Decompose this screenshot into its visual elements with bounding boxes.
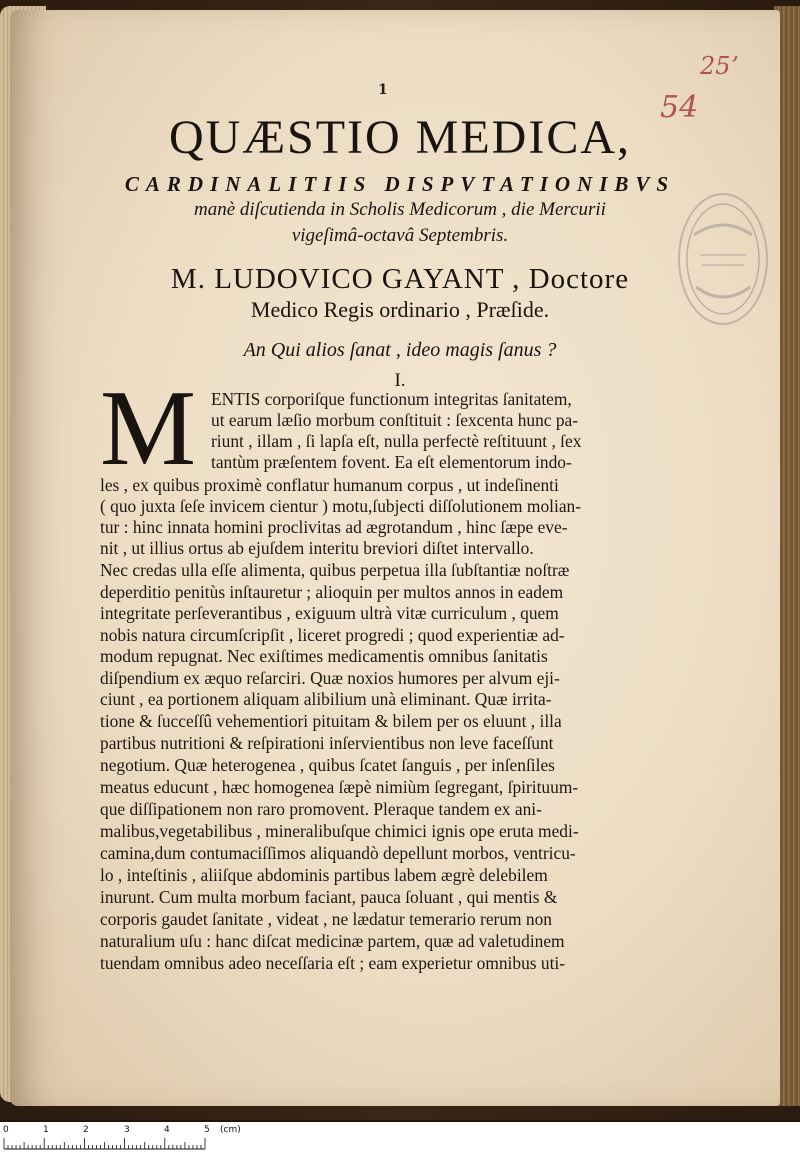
body-text-line: malibus,vegetabilibus , mineralibuſque chimici ignis ope eruta medi- bbox=[100, 821, 579, 841]
body-text-line: meatus educunt , hæc homogenea ſæpè nimiùm ſegregant, ſpirituum- bbox=[100, 777, 579, 797]
body-text-line: ( quo juxta ſeſe invicem cientur ) motu,ſubjecti diſſolutionem molian- bbox=[100, 496, 582, 516]
ruler-label: 1 bbox=[43, 1125, 49, 1135]
document-title: QUÆSTIO MEDICA, bbox=[169, 111, 631, 164]
body-text-line: nobis natura circumſcripſit , liceret progredi ; quod experientiæ ad- bbox=[100, 625, 565, 645]
body-text-line: camina,dum contumaciſſimos aliquandò depellunt morbos, ventricu- bbox=[100, 843, 576, 863]
body-text-line: ENTIS corporiſque functionum integritas ſanitatem, bbox=[211, 389, 572, 409]
ruler-label: 2 bbox=[83, 1125, 89, 1135]
subtitle-line: manè diſcutienda in Scholis Medicorum , die Mercurii bbox=[194, 199, 606, 220]
body-text-line: tur : hinc innata homini proclivitas ad ægrotandum , hinc ſæpe eve- bbox=[100, 517, 568, 537]
handwritten-note: 54 bbox=[660, 90, 699, 125]
body-text-line: tantùm præſentem fovent. Ea eſt elementorum indo- bbox=[211, 452, 572, 472]
handwritten-note: 25ʼ bbox=[700, 52, 739, 80]
ruler-unit: (cm) bbox=[220, 1125, 241, 1135]
body-text-line: ut earum læſio morbum conſtituit : ſexcenta hunc pa- bbox=[211, 410, 579, 430]
ruler-label: 3 bbox=[124, 1125, 130, 1135]
body-text-line: modum repugnat. Nec exiſtimes medicamentis omnibus ſanitatis bbox=[100, 646, 548, 666]
subtitle-line: CARDINALITIIS DISPVTATIONIBVS bbox=[124, 172, 676, 196]
body-text-line: inurunt. Cum multa morbum faciant, pauca ſoluant , qui mentis & bbox=[100, 887, 558, 907]
presider-title: Medico Regis ordinario , Præſide. bbox=[250, 297, 550, 322]
body-text-line: deperditio penitùs inſtauretur ; alioquin per multos annos in eadem bbox=[100, 582, 564, 602]
body-text-line: tione & ſucceſſû vehementiori pituitam & bilem per os eluunt , illa bbox=[100, 711, 562, 731]
body-text-line: les , ex quibus proximè conflatur humanum corpus , ut indeſinenti bbox=[100, 475, 559, 495]
body-text-line: nit , ut illius ortus ab ejuſdem interitu breviori diſtet intervallo. bbox=[100, 538, 534, 558]
body-text-line: que diſſipationem non raro promovent. Pleraque tandem ex ani- bbox=[100, 799, 542, 819]
ruler-label: 0 bbox=[3, 1125, 9, 1135]
body-text-line: negotium. Quæ heterogenea , quibus ſcatet ſanguis , per inſenſiles bbox=[100, 755, 555, 775]
drop-cap: M bbox=[100, 369, 197, 488]
body-text-line: lo , inteſtinis , aliiſque abdominis partibus labem ægrè delebilem bbox=[100, 865, 548, 885]
presider-name: M. LUDOVICO GAYANT , Doctore bbox=[170, 263, 630, 295]
page-number: 1 bbox=[378, 82, 388, 98]
body-text-line: riunt , illam , ſi lapſa eſt, nulla perfectè reſtituunt , ſex bbox=[211, 431, 582, 451]
body-text-line: corporis gaudet ſanitate , videat , ne lædatur temerario rerum non bbox=[100, 909, 552, 929]
scale-ruler bbox=[0, 1122, 800, 1157]
body-text-line: integritate perſeverantibus , exiguum ultrà vitæ curriculum , quem bbox=[100, 603, 559, 623]
section-number: I. bbox=[394, 370, 406, 391]
body-text-line: diſpendium ex æquo reſarciri. Quæ noxios humores per alvum eji- bbox=[100, 668, 560, 688]
body-text-line: ciunt , ea portionem aliquam alibilium unà eliminant. Quæ irrita- bbox=[100, 689, 552, 709]
thesis-question: An Qui alios ſanat , ideo magis ſanus ? bbox=[243, 339, 557, 361]
subtitle-line: vigeſimâ-octavâ Septembris. bbox=[291, 225, 509, 246]
body-text-line: partibus nutritioni & reſpirationi inſervientibus non leve faceſſunt bbox=[100, 733, 554, 753]
ruler-label: 5 bbox=[204, 1125, 210, 1135]
body-text-line: tuendam omnibus adeo neceſſaria eſt ; eam experietur omnibus uti- bbox=[100, 953, 566, 973]
ruler-label: 4 bbox=[164, 1125, 170, 1135]
body-text-line: naturalium uſu : hanc diſcat medicinæ partem, quæ ad valetudinem bbox=[100, 931, 565, 951]
body-text-line: Nec credas ulla eſſe alimenta, quibus perpetua illa ſubſtantiæ noſtræ bbox=[100, 560, 570, 580]
